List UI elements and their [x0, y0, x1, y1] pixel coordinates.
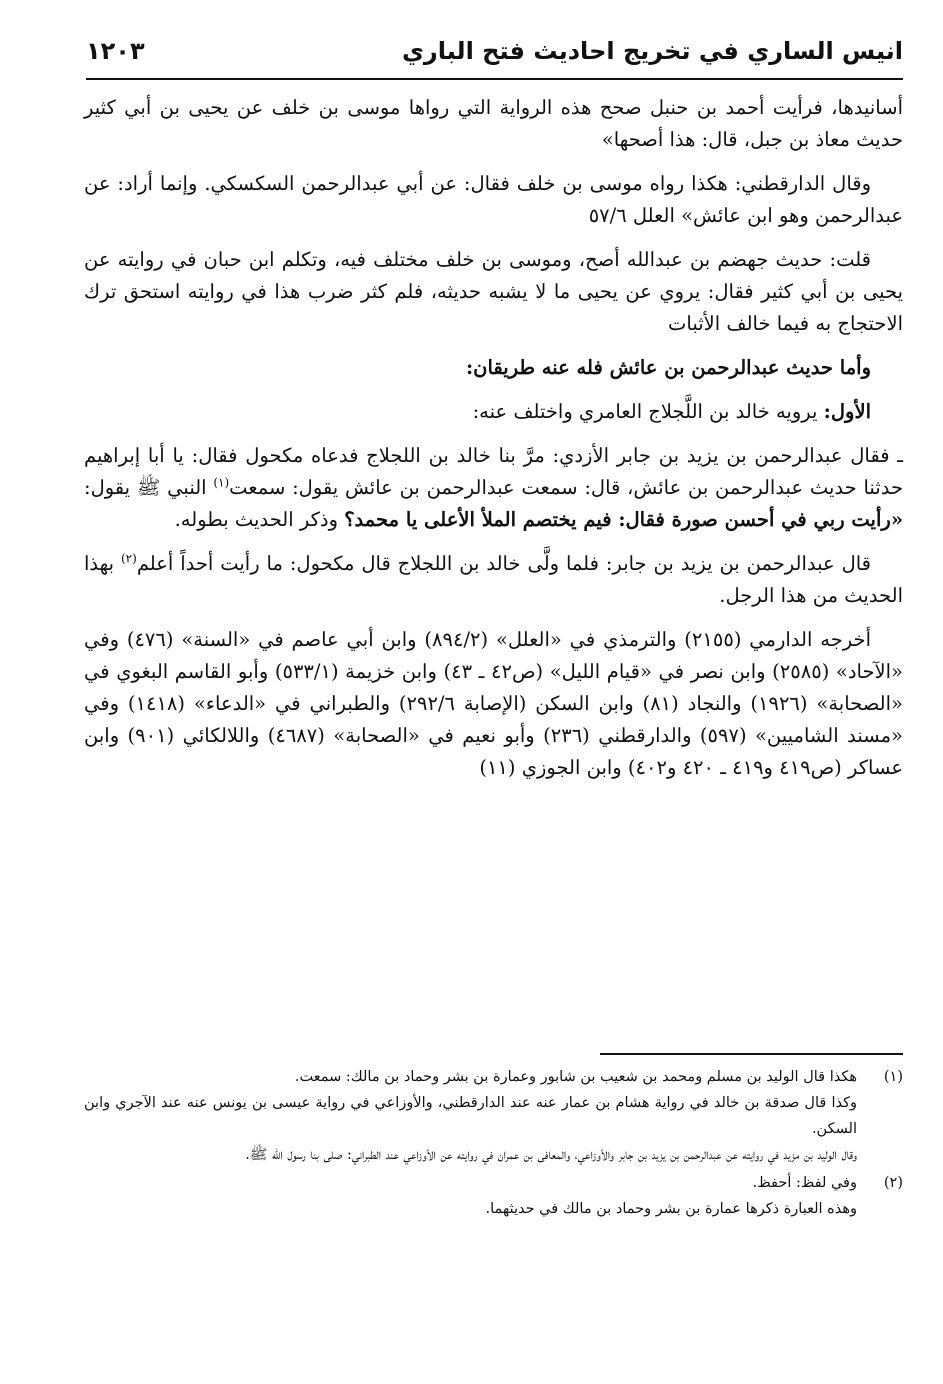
paragraph-makhul — [84, 548, 903, 612]
footnote-2-number: (٢) — [883, 1175, 903, 1191]
header-rule — [86, 78, 903, 80]
paragraph-3 — [84, 244, 903, 340]
footnote-2-line-2: وهذه العبارة ذكرها عمارة بن بشر وحماد بن مالك في حديثهما. — [485, 1201, 857, 1217]
footnote-2 — [84, 1170, 903, 1222]
paragraph-1 — [84, 92, 903, 156]
footnote-rule — [600, 1053, 903, 1055]
footnote-1-line-1: هكذا قال الوليد بن مسلم ومحمد بن شعيب بن شابور وعمارة بن بشر وحماد بن مالك: سمعت. — [294, 1069, 857, 1085]
makhul-text-part-2: بهذا الحديث من هذا الرجل. — [84, 552, 903, 607]
footnote-1 — [84, 1064, 903, 1168]
footnote-2-line-1: وفي لفظ: أحفظ. — [752, 1175, 857, 1191]
hadith-text-part-1: ـ فقال عبدالرحمن بن يزيد بن جابر الأزدي: مرَّ بنا خالد بن اللجلاج فدعاه مكحول فقال: يا أبا إبراهيم حدثنا حديث عبدالرحمن بن عائش، قال: سمعت عبدالرحمن بن عائش يقول: سمعت — [84, 444, 904, 499]
paragraph-3-text: قلت: حديث جهضم بن عبدالله أصح، وموسى بن خلف مختلف فيه، وتكلم ابن حبان في روايته عن يحيى بن أبي كثير فقال: يروي عن يحيى ما لا يشبه حديثه، فلم كثر ضرب هذا في روايته استحق ترك الاحتجاج به فيما خالف الأثبات — [84, 248, 903, 335]
footnote-1-line-3: وقال الوليد بن مزيد في روايته عن عبدالرحمن بن يزيد بن جابر والأوزاعي، والمعافى بن عمران في روايته عن الأوزاعي عند الطبراني: صلى بنا رسول الله ﷺ. — [245, 1147, 857, 1163]
paragraph-2 — [84, 168, 903, 232]
running-header — [86, 34, 903, 74]
paragraph-1-text: أسانيدها، فرأيت أحمد بن حنبل صحح هذه الرواية التي رواها موسى بن خلف عن يحيى بن أبي كثير حديث معاذ بن جبل، قال: هذا أصحها» — [84, 96, 903, 151]
hadith-quote: «رأيت ربي في أحسن صورة فقال: فيم يختصم الملأ الأعلى يا محمد؟ — [344, 508, 903, 531]
paragraph-hadith — [84, 440, 903, 536]
footnote-1-line-2: وكذا قال صدقة بن خالد في رواية هشام بن عمار عنه عند الدارقطني، والأوزاعي في رواية عيسى بن يونس عنه عند الآجري وابن السكن. — [84, 1095, 857, 1137]
page-number: ١٢٠٣ — [86, 37, 145, 65]
footnote-1-number: (١) — [883, 1069, 903, 1085]
running-header-title: انيس الساري في تخريج احاديث فتح الباري — [401, 37, 903, 65]
section-heading — [84, 352, 903, 384]
footnote-ref-2[interactable]: (٢) — [120, 551, 137, 566]
makhul-text-part-1: قال عبدالرحمن بن يزيد بن جابر: فلما ولَّى خالد بن اللجلاج قال مكحول: ما رأيت أحداً أعلم — [136, 552, 871, 575]
body-text — [84, 92, 903, 796]
footnotes — [84, 1064, 903, 1224]
takhrij-text: أخرجه الدارمي (٢١٥٥) والترمذي في «العلل» (٨٩٤/٢) وابن أبي عاصم في «السنة» (٤٧٦) وفي «الآحاد» (٢٥٨٥) وابن نصر في «قيام الليل» (ص٤٢ ـ ٤٣) وابن خزيمة (٥٣٣/١) وأبو القاسم البغوي في «الصحابة» (١٩٢٦) والنجاد (٨١) وابن السكن (الإصابة ٢٩٢/٦) والطبراني في «الدعاء» (١٤١٨) وفي «مسند الشاميين» (٥٩٧) والدارقطني (٢٣٦) وأبو نعيم في «الصحابة» (٤٦٨٧) واللالكائي (٩٠١) وابن عساكر (ص٤١٩ و٤١٩ ـ ٤٢٠ و٤٠٢) وابن الجوزي (١١) — [84, 628, 903, 779]
first-route-lead: الأول: — [823, 400, 871, 423]
first-route-text: يرويه خالد بن اللَّجلاج العامري واختلف عنه: — [472, 400, 818, 423]
hadith-text-part-3: وذكر الحديث بطوله. — [174, 508, 338, 531]
paragraph-2-text: وقال الدارقطني: هكذا رواه موسى بن خلف فقال: عن أبي عبدالرحمن السكسكي. وإنما أراد: عن عبدالرحمن وهو ابن عائش» العلل ٥٧/٦ — [84, 172, 903, 227]
hadith-text-part-2: النبي ﷺ يقول: — [84, 476, 207, 499]
footnote-ref-1[interactable]: (١) — [213, 475, 230, 490]
section-heading-text: وأما حديث عبدالرحمن بن عائش فله عنه طريقان: — [465, 356, 871, 379]
paragraph-first-route — [84, 396, 903, 428]
paragraph-takhrij — [84, 624, 903, 784]
